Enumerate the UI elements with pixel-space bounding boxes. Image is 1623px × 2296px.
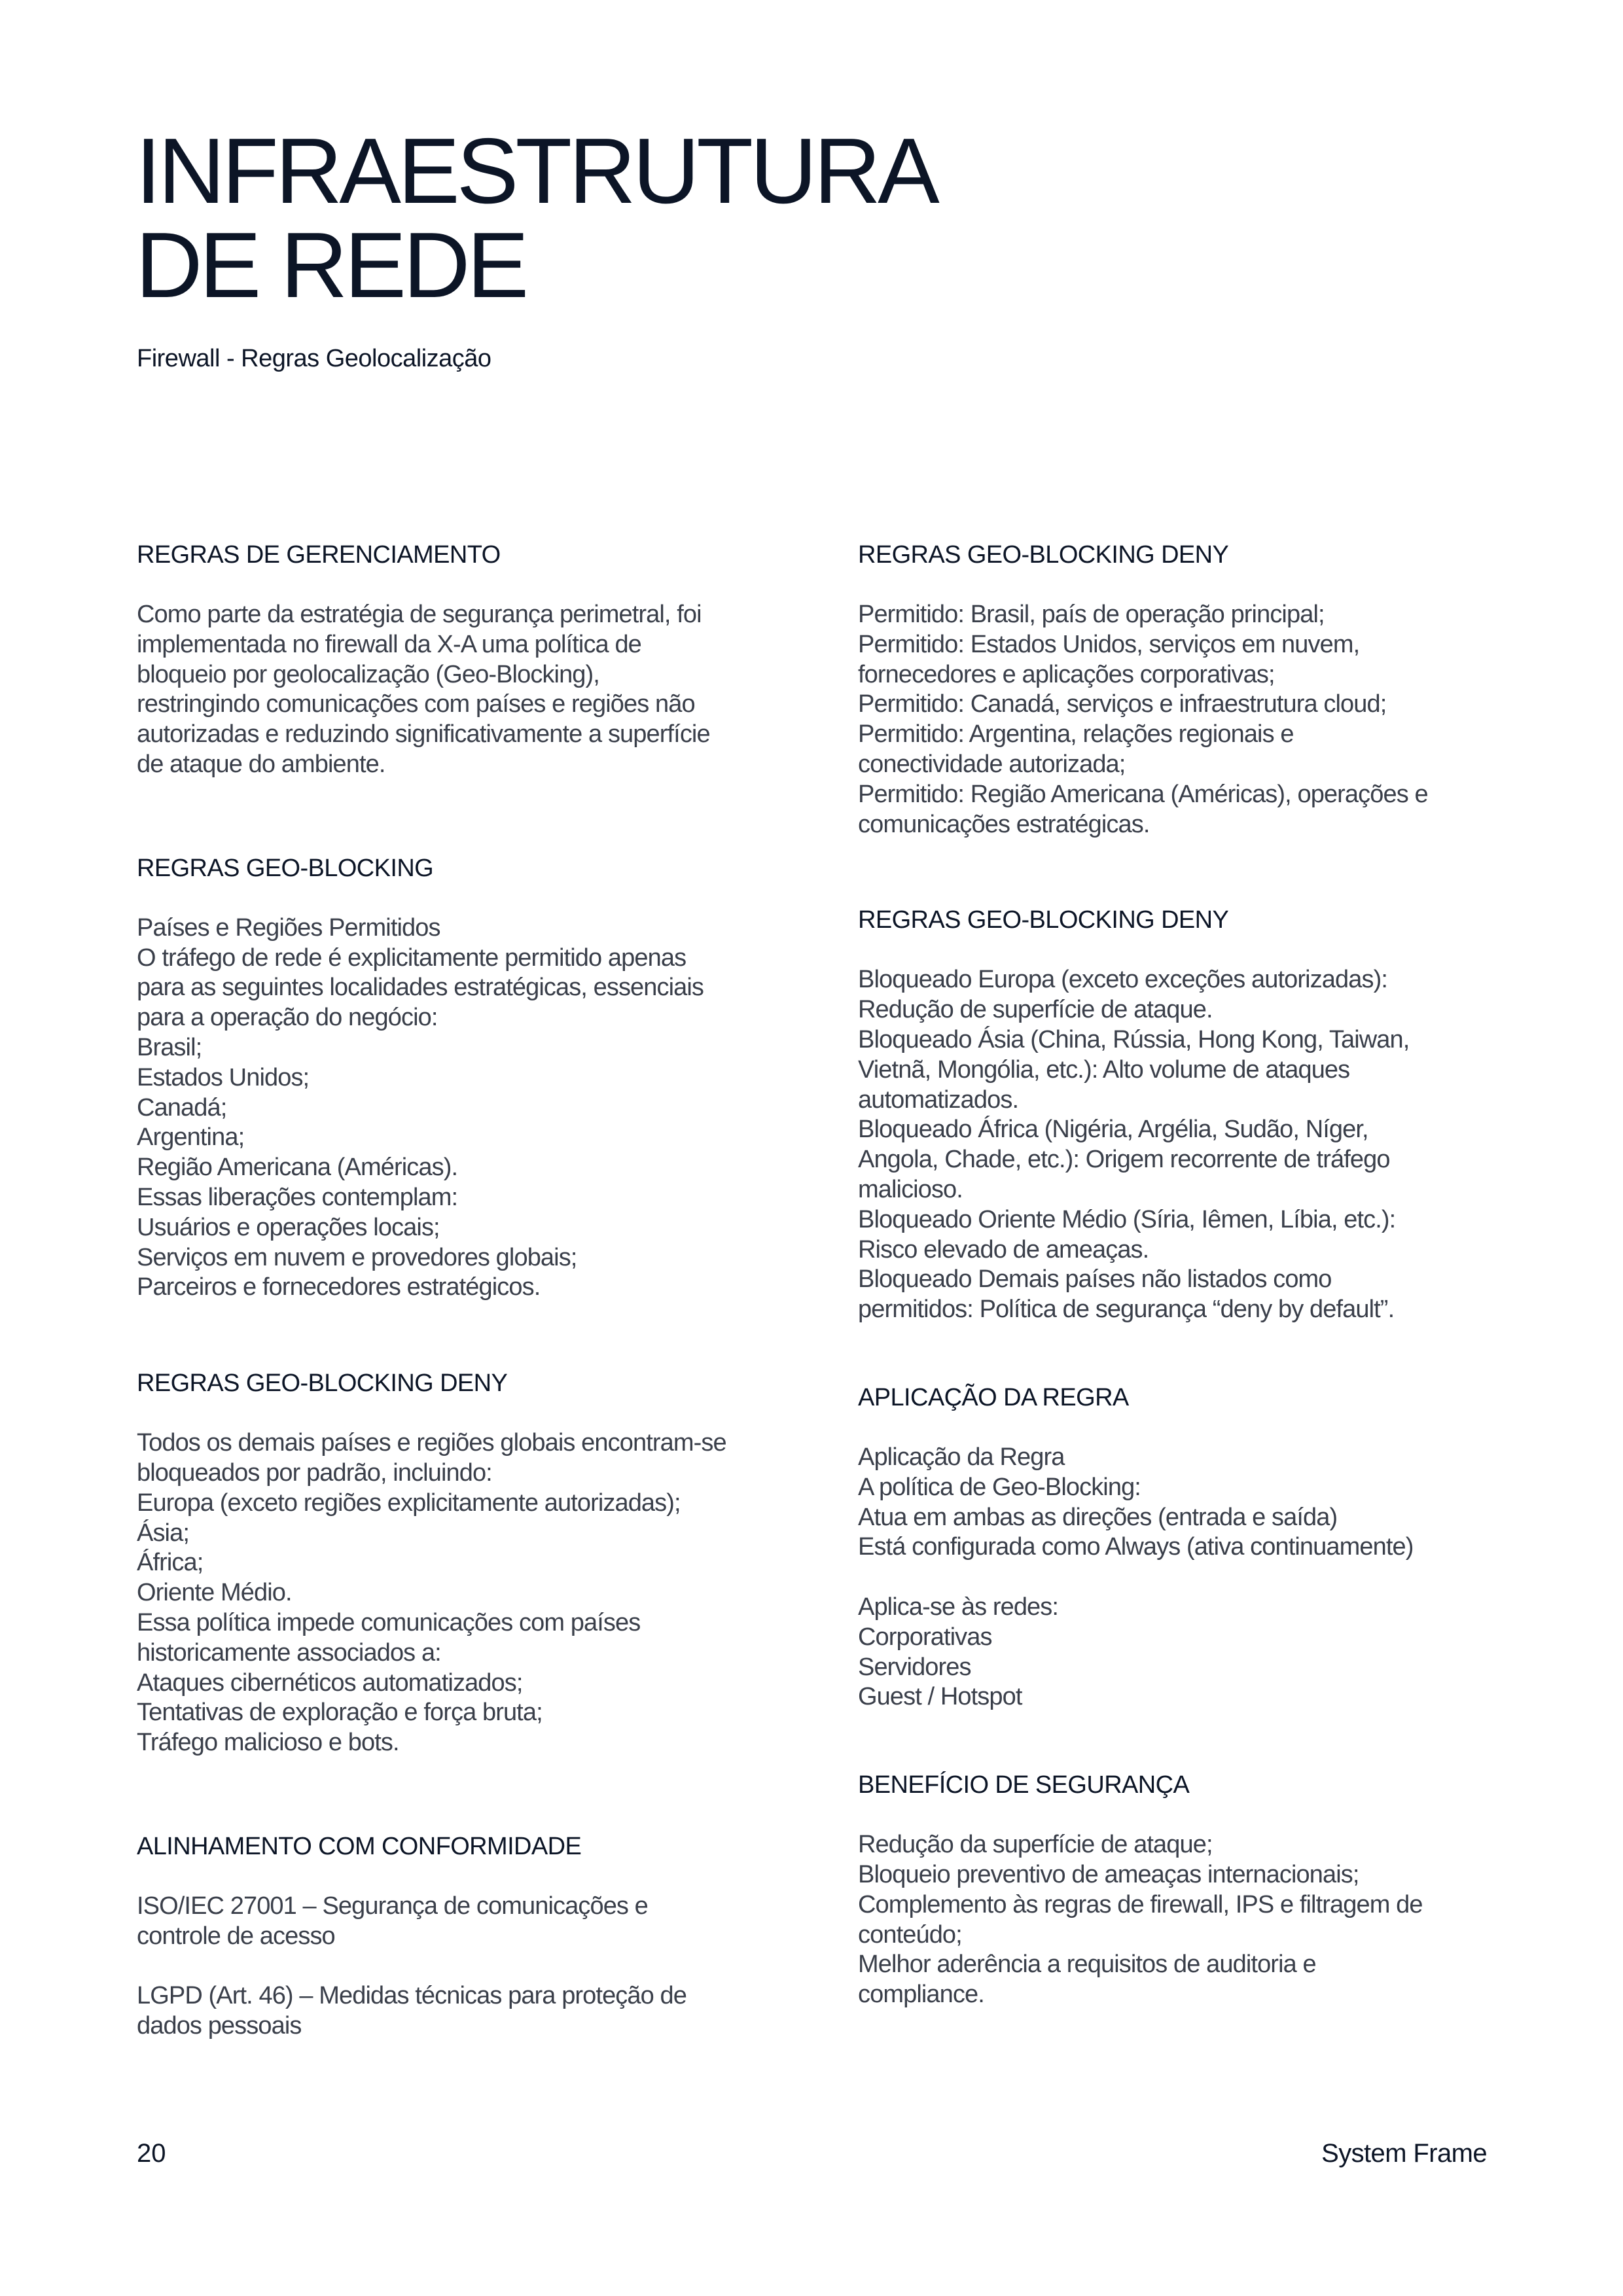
section-regras-geo-blocking	[137, 853, 791, 1303]
text-line: para as seguintes localidades estratégicas, essenciais	[137, 974, 704, 1002]
text-line: Todos os demais países e regiões globais encontram-se	[137, 1429, 726, 1457]
text-line: bloqueados por padrão, incluindo:	[137, 1458, 492, 1487]
section-heading: REGRAS GEO-BLOCKING DENY	[137, 1369, 508, 1398]
section-body	[858, 1443, 1512, 1712]
text-line: Países e Regiões Permitidos	[137, 913, 440, 942]
text-line: Complemento às regras de firewall, IPS e filtragem de	[858, 1890, 1423, 1918]
text-line: Parceiros e fornecedores estratégicos.	[137, 1273, 541, 1301]
text-line: conteúdo;	[858, 1920, 962, 1949]
paragraph	[137, 1981, 791, 2041]
section-beneficio-de-seguranca	[858, 1770, 1512, 2010]
text-line: automatizados.	[858, 1086, 1019, 1114]
paragraph	[137, 600, 791, 780]
section-heading: REGRAS GEO-BLOCKING	[137, 854, 434, 882]
text-line: Bloqueado África (Nigéria, Argélia, Sudão, Níger,	[858, 1116, 1368, 1144]
text-line: Permitido: Canadá, serviços e infraestrutura cloud;	[858, 690, 1387, 718]
text-line: LGPD (Art. 46) – Medidas técnicas para proteção de	[137, 1982, 687, 2010]
text-line: bloqueio por geolocalização (Geo-Blocking),	[137, 660, 599, 688]
text-line: Europa (exceto regiões explicitamente autorizadas);	[137, 1489, 681, 1517]
text-line: Aplica-se às redes:	[858, 1593, 1059, 1621]
text-line: Corporativas	[858, 1623, 992, 1651]
section-heading: BENEFÍCIO DE SEGURANÇA	[858, 1771, 1190, 1799]
text-line: Bloqueado Europa (exceto exceções autorizadas):	[858, 966, 1388, 994]
footer-brand: System Frame	[1321, 2139, 1487, 2168]
right-column	[858, 540, 1512, 2010]
text-line: comunicações estratégicas.	[858, 810, 1150, 838]
text-line: Bloqueado Ásia (China, Rússia, Hong Kong, Taiwan,	[858, 1025, 1410, 1053]
text-line: Bloqueado Oriente Médio (Síria, Iêmen, Líbia, etc.):	[858, 1205, 1396, 1233]
section-body	[137, 1428, 791, 1758]
section-alinhamento-com-conformidade	[137, 1831, 791, 2041]
text-line: Redução de superfície de ataque.	[858, 996, 1213, 1024]
page-title-line-2: DE REDE	[135, 213, 526, 317]
text-line: Argentina;	[137, 1123, 245, 1152]
page-title	[135, 119, 936, 317]
paragraph	[858, 965, 1512, 1325]
text-line: Estados Unidos;	[137, 1063, 310, 1091]
text-line: compliance.	[858, 1981, 984, 2009]
text-line: Permitido: Argentina, relações regionais e	[858, 720, 1294, 749]
text-line: Oriente Médio.	[137, 1579, 292, 1607]
text-line: Risco elevado de ameaças.	[858, 1235, 1149, 1263]
text-line: fornecedores e aplicações corporativas;	[858, 660, 1275, 688]
text-line: Canadá;	[137, 1093, 227, 1122]
text-line: Permitido: Região Americana (Américas), operações e	[858, 780, 1428, 808]
paragraph	[137, 913, 791, 1303]
text-line: historicamente associados a:	[137, 1638, 441, 1667]
text-line: ISO/IEC 27001 – Segurança de comunicações e	[137, 1892, 648, 1920]
section-body	[137, 913, 791, 1303]
section-heading: REGRAS DE GERENCIAMENTO	[137, 541, 501, 569]
section-body	[137, 1892, 791, 2041]
section-regras-de-gerenciamento	[137, 540, 791, 780]
text-line: Permitido: Estados Unidos, serviços em nuvem,	[858, 630, 1360, 658]
paragraph	[858, 1593, 1512, 1712]
text-line: Atua em ambas as direções (entrada e saída)	[858, 1503, 1338, 1531]
text-line: Ataques cibernéticos automatizados;	[137, 1669, 523, 1697]
left-column	[137, 540, 791, 2041]
section-heading: ALINHAMENTO COM CONFORMIDADE	[137, 1832, 582, 1860]
text-line: Tráfego malicioso e bots.	[137, 1729, 399, 1757]
text-line: Está configurada como Always (ativa continuamente)	[858, 1533, 1414, 1561]
section-heading: REGRAS GEO-BLOCKING DENY	[858, 541, 1229, 569]
text-line: Ásia;	[137, 1519, 189, 1547]
text-line: Serviços em nuvem e provedores globais;	[137, 1243, 577, 1271]
text-line: malicioso.	[858, 1175, 963, 1203]
section-heading: REGRAS GEO-BLOCKING DENY	[858, 906, 1229, 934]
section-heading: APLICAÇÃO DA REGRA	[858, 1383, 1129, 1411]
paragraph	[858, 600, 1512, 839]
section-body	[137, 600, 791, 780]
text-line: Permitido: Brasil, país de operação principal;	[858, 601, 1325, 628]
page-subtitle: Firewall - Regras Geolocalização	[137, 345, 491, 372]
section-body	[858, 965, 1512, 1325]
text-line: controle de acesso	[137, 1922, 335, 1950]
text-line: Usuários e operações locais;	[137, 1213, 440, 1241]
text-line: Angola, Chade, etc.): Origem recorrente de tráfego	[858, 1146, 1390, 1174]
text-line: Redução da superfície de ataque;	[858, 1831, 1213, 1859]
text-line: Vietnã, Mongólia, etc.): Alto volume de ataques	[858, 1055, 1350, 1084]
section-regras-geo-blocking-deny-bloqueados	[858, 905, 1512, 1325]
text-line: Essa política impede comunicações com países	[137, 1608, 641, 1636]
paragraph	[137, 1892, 791, 1952]
text-line: Melhor aderência a requisitos de auditoria e	[858, 1951, 1316, 1979]
text-line: dados pessoais	[137, 2012, 302, 2040]
text-line: Bloqueado Demais países não listados como	[858, 1265, 1332, 1294]
text-line: África;	[137, 1549, 204, 1577]
text-line: de ataque do ambiente.	[137, 750, 385, 778]
text-line: Brasil;	[137, 1033, 202, 1061]
text-line: Região Americana (Américas).	[137, 1154, 458, 1182]
section-regras-geo-blocking-deny	[137, 1368, 791, 1758]
text-line: restringindo comunicações com países e regiões não	[137, 690, 695, 718]
section-body	[858, 1830, 1512, 2010]
text-line: Como parte da estratégia de segurança perimetral, foi	[137, 601, 702, 628]
section-body	[858, 600, 1512, 839]
text-line: para a operação do negócio:	[137, 1004, 438, 1032]
section-regras-geo-blocking-deny-permitidos	[858, 540, 1512, 839]
text-line: Essas liberações contemplam:	[137, 1183, 458, 1211]
text-line: implementada no firewall da X-A uma política de	[137, 630, 641, 658]
section-aplicacao-da-regra	[858, 1383, 1512, 1712]
page-title-line-1: INFRAESTRUTURA	[135, 119, 936, 223]
text-line: Guest / Hotspot	[858, 1683, 1022, 1711]
paragraph	[858, 1443, 1512, 1563]
text-line: Tentativas de exploração e força bruta;	[137, 1699, 543, 1727]
text-line: Aplicação da Regra	[858, 1443, 1065, 1471]
paragraph	[137, 1428, 791, 1758]
text-line: conectividade autorizada;	[858, 750, 1126, 778]
text-line: Servidores	[858, 1653, 971, 1681]
text-line: Bloqueio preventivo de ameaças internacionais;	[858, 1860, 1359, 1888]
text-line: permitidos: Política de segurança “deny by default”.	[858, 1296, 1395, 1324]
text-line: autorizadas e reduzindo significativamente a superfície	[137, 720, 710, 749]
text-line: O tráfego de rede é explicitamente permitido apenas	[137, 944, 687, 972]
text-line: A política de Geo-Blocking:	[858, 1473, 1141, 1501]
page-number: 20	[137, 2139, 166, 2168]
paragraph	[858, 1830, 1512, 2010]
